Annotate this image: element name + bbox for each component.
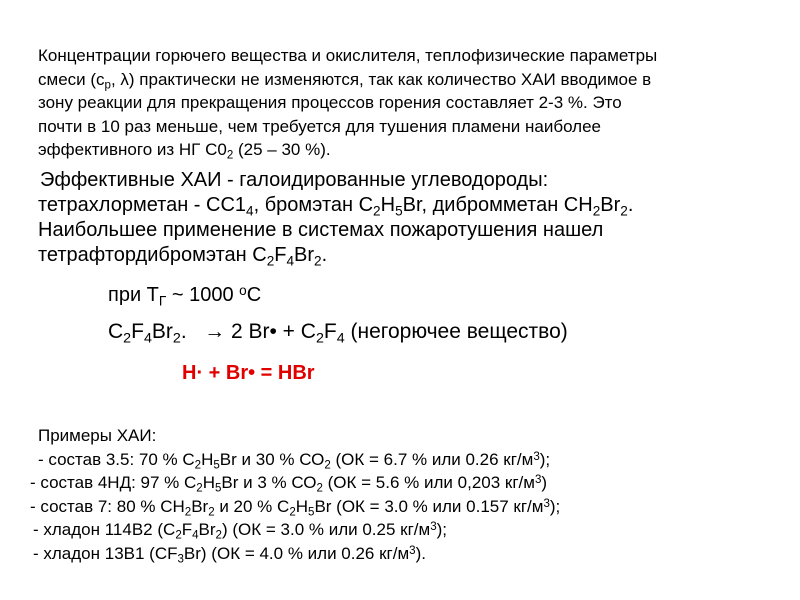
subscript: 5 <box>308 506 315 519</box>
text: Br и 30 % СО <box>219 449 325 469</box>
text: ) <box>541 473 548 492</box>
subscript: 2 <box>172 330 181 347</box>
text: . → 2 Br• + С <box>180 320 316 343</box>
superscript: o <box>239 282 247 298</box>
subscript: р <box>104 79 111 92</box>
agents-line <box>38 243 778 268</box>
text: тетрафтордибромэтан С <box>38 244 267 266</box>
subscript: 4 <box>336 330 345 347</box>
hbr-equation: Н· + Br• = HBr <box>182 362 315 384</box>
text: Вr, дибромметан СН <box>402 194 593 216</box>
subscript: 2 <box>289 506 296 519</box>
subscript: 2 <box>175 529 182 542</box>
subscript: 4 <box>246 203 254 219</box>
text: Br <box>151 320 173 343</box>
subscript: Г <box>158 293 167 309</box>
subscript: 4 <box>286 253 295 269</box>
text: ); <box>539 449 551 469</box>
text: Концентрации горючего вещества и окислителя, теплофизические параметры <box>38 46 658 65</box>
agents-line <box>38 218 778 243</box>
text: , λ) практически не изменяются, так как количество ХАИ вводимое в <box>110 69 652 89</box>
subscript: 2 <box>215 529 222 542</box>
intro-line <box>38 91 778 115</box>
superscript: 3 <box>534 473 542 486</box>
text: Br <box>198 520 216 539</box>
text: . <box>321 244 328 266</box>
text: Н <box>380 194 396 216</box>
text: Примеры ХАИ: <box>38 426 157 445</box>
text: F <box>274 244 287 266</box>
example-item <box>30 471 790 495</box>
text: Br и 3 % СО <box>221 473 317 492</box>
text: - состав 3.5: 70 % С <box>38 449 195 469</box>
condition-line <box>108 284 261 307</box>
text: Н <box>201 449 214 469</box>
text: Br <box>191 496 209 516</box>
text: Н <box>295 496 309 516</box>
subscript: 2 <box>266 253 275 269</box>
subscript: 2 <box>315 330 324 347</box>
text: (негорючее вещество) <box>344 320 568 343</box>
text: F <box>131 320 144 343</box>
intro-line <box>38 44 778 68</box>
subscript: 2 <box>123 330 132 347</box>
text: ) (ОК = 3.0 % или 0.25 кг/м <box>221 520 431 539</box>
text: зону реакции для прекращения процессов горения составляет 2-3 %. Это <box>38 93 622 112</box>
text: ~ 1000 <box>166 284 240 306</box>
subscript: 2 <box>620 203 628 219</box>
superscript: 3 <box>409 544 416 557</box>
text: при Т <box>108 284 159 306</box>
text: Br) (ОК = 4.0 % или 0.26 кг/м <box>183 543 410 563</box>
intro-line <box>38 68 778 92</box>
text: тетрахлорметан - СС1 <box>38 194 247 216</box>
text: - состав 7: 80 % СН <box>30 496 185 516</box>
superscript: 3 <box>543 497 550 510</box>
superscript: 3 <box>533 450 540 463</box>
subscript: 2 <box>208 506 215 519</box>
text: почти в 10 раз меньше, чем требуется для тушения пламени наиболее <box>38 116 601 136</box>
text: (25 – 30 %). <box>233 140 331 159</box>
subscript: 2 <box>194 459 202 472</box>
text: Вr <box>600 194 621 216</box>
text: F <box>181 520 193 539</box>
subscript: 5 <box>213 459 220 472</box>
text: - состав 4НД: 97 % С <box>30 473 197 492</box>
text: - хладон 13В1 (СF <box>33 543 178 563</box>
subscript: 2 <box>316 482 323 495</box>
subscript: 5 <box>395 203 403 219</box>
text: - хладон 114В2 (С <box>33 520 176 539</box>
superscript: 3 <box>430 520 437 533</box>
examples-list <box>30 424 790 565</box>
subscript: 2 <box>196 482 203 495</box>
subscript: 2 <box>592 203 601 219</box>
text: , бромэтан С <box>253 194 374 216</box>
text: эффективного из НГ С0 <box>38 140 227 159</box>
agents-line <box>38 193 778 218</box>
example-item <box>30 542 790 566</box>
text: Н <box>202 473 215 492</box>
example-item <box>30 518 790 542</box>
examples-title <box>30 424 790 448</box>
subscript: 2 <box>226 149 234 162</box>
subscript: 4 <box>192 529 199 542</box>
text: F <box>323 320 337 343</box>
text: С <box>108 320 124 343</box>
text: . <box>627 194 634 216</box>
text: Наибольшее применение в системах пожаротушения нашел <box>38 219 604 241</box>
agents-heading <box>38 168 778 193</box>
text: Br (ОК = 3.0 % или 0.157 кг/м <box>314 496 544 516</box>
agents-paragraph <box>38 168 778 268</box>
subscript: 2 <box>324 459 331 472</box>
subscript: 2 <box>314 253 322 269</box>
text: ); <box>549 496 561 516</box>
text: ). <box>415 543 426 563</box>
text: смеси (с <box>38 69 105 89</box>
intro-paragraph <box>38 44 778 162</box>
subscript: 4 <box>143 330 152 347</box>
text: Эффективные ХАИ - галоидированные углеводороды: <box>40 169 549 191</box>
text: (ОК = 6.7 % или 0.26 кг/м <box>330 449 534 469</box>
text: С <box>246 284 262 306</box>
intro-line <box>38 138 778 162</box>
intro-line <box>38 115 778 139</box>
subscript: 5 <box>214 482 222 495</box>
subscript: 2 <box>373 203 381 219</box>
text: и 20 % С <box>214 496 290 516</box>
text: (ОК = 5.6 % или 0,203 кг/м <box>322 473 535 492</box>
subscript: 2 <box>184 506 192 519</box>
text: Br <box>294 244 315 266</box>
subscript: 3 <box>177 553 184 566</box>
reaction-equation <box>108 320 568 347</box>
example-item <box>30 448 790 472</box>
example-item <box>30 495 790 519</box>
text: ); <box>436 520 448 539</box>
